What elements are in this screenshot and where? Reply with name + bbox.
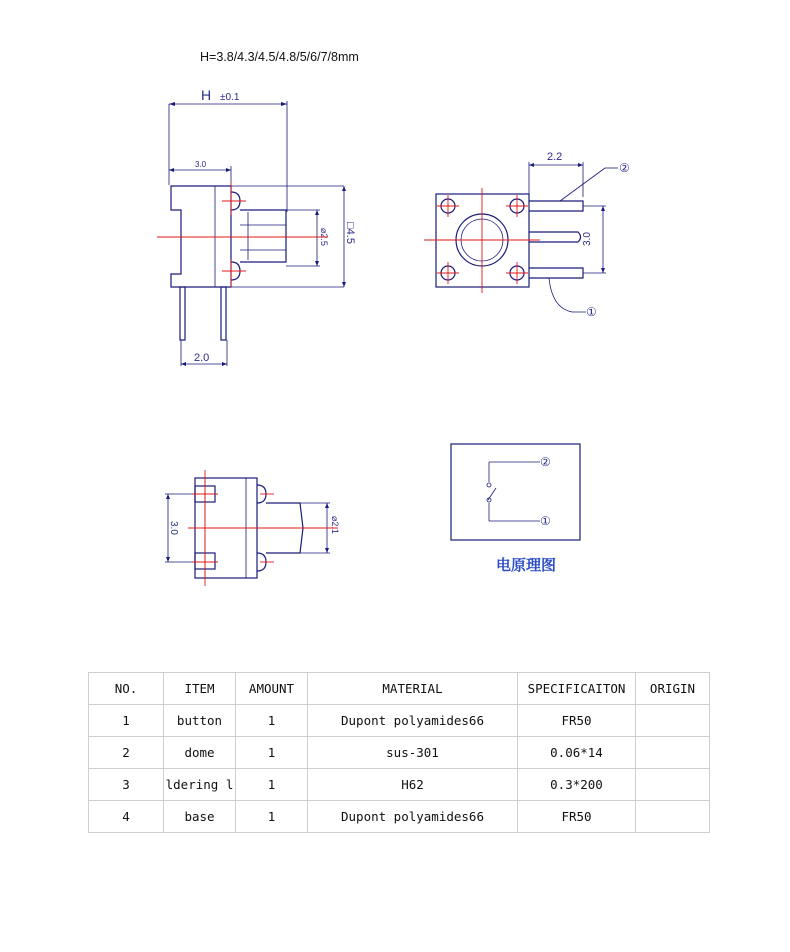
height-spec: H=3.8/4.3/4.5/4.8/5/6/7/8mm bbox=[200, 50, 359, 64]
dim-lead-extension: 2.2 bbox=[547, 151, 563, 163]
schematic-pin-2: ② bbox=[540, 455, 551, 469]
cell-amount: 1 bbox=[236, 801, 308, 833]
cell-no: 2 bbox=[89, 737, 164, 769]
cell-amount: 1 bbox=[236, 705, 308, 737]
cell-material: H62 bbox=[308, 769, 518, 801]
cell-item: base bbox=[164, 801, 236, 833]
cell-amount: 1 bbox=[236, 769, 308, 801]
cell-specification: 0.3*200 bbox=[518, 769, 636, 801]
cell-material: sus-301 bbox=[308, 737, 518, 769]
cell-origin bbox=[636, 705, 710, 737]
dim-h-tolerance: ±0.1 bbox=[220, 92, 240, 103]
cell-specification: FR50 bbox=[518, 801, 636, 833]
header-amount: AMOUNT bbox=[236, 673, 308, 705]
cell-no: 1 bbox=[89, 705, 164, 737]
cell-origin bbox=[636, 801, 710, 833]
dim-side-pitch: 3.0 bbox=[168, 521, 179, 535]
table-row bbox=[89, 737, 710, 769]
top-view bbox=[424, 151, 630, 319]
schematic-diagram bbox=[451, 444, 580, 540]
schematic-caption: 电原理图 bbox=[496, 556, 557, 574]
cell-material: Dupont polyamides66 bbox=[308, 801, 518, 833]
table-row bbox=[89, 801, 710, 833]
header-item: ITEM bbox=[164, 673, 236, 705]
dim-body-width: 3.0 bbox=[195, 160, 207, 169]
top-callout-pin-2: ② bbox=[619, 161, 630, 175]
cell-no: 3 bbox=[89, 769, 164, 801]
dim-body-square: □4.5 bbox=[344, 222, 356, 244]
header-no: NO. bbox=[89, 673, 164, 705]
cell-origin bbox=[636, 769, 710, 801]
front-view bbox=[157, 87, 356, 366]
cell-no: 4 bbox=[89, 801, 164, 833]
dim-side-stem-diameter: ⌀2.1 bbox=[330, 516, 340, 534]
cell-item: dome bbox=[164, 737, 236, 769]
side-view bbox=[165, 470, 340, 586]
bill-of-materials-table bbox=[88, 672, 710, 833]
cell-origin bbox=[636, 737, 710, 769]
cell-amount: 1 bbox=[236, 737, 308, 769]
table-row bbox=[89, 705, 710, 737]
top-callout-pin-1: ① bbox=[586, 305, 597, 319]
cell-item: ldering l bbox=[164, 769, 236, 801]
schematic-pin-1: ① bbox=[540, 514, 551, 528]
cell-specification: FR50 bbox=[518, 705, 636, 737]
header-origin: ORIGIN bbox=[636, 673, 710, 705]
header-specification: SPECIFICAITON bbox=[518, 673, 636, 705]
cell-material: Dupont polyamides66 bbox=[308, 705, 518, 737]
dim-stem-diameter: ⌀2.5 bbox=[319, 228, 329, 246]
dim-h-label: H bbox=[201, 87, 212, 103]
cell-specification: 0.06*14 bbox=[518, 737, 636, 769]
table-row bbox=[89, 769, 710, 801]
header-material: MATERIAL bbox=[308, 673, 518, 705]
dim-top-pin-pitch: 3.0 bbox=[582, 232, 593, 246]
cell-item: button bbox=[164, 705, 236, 737]
dim-pin-pitch: 2.0 bbox=[194, 352, 210, 364]
table-header-row bbox=[89, 673, 710, 705]
